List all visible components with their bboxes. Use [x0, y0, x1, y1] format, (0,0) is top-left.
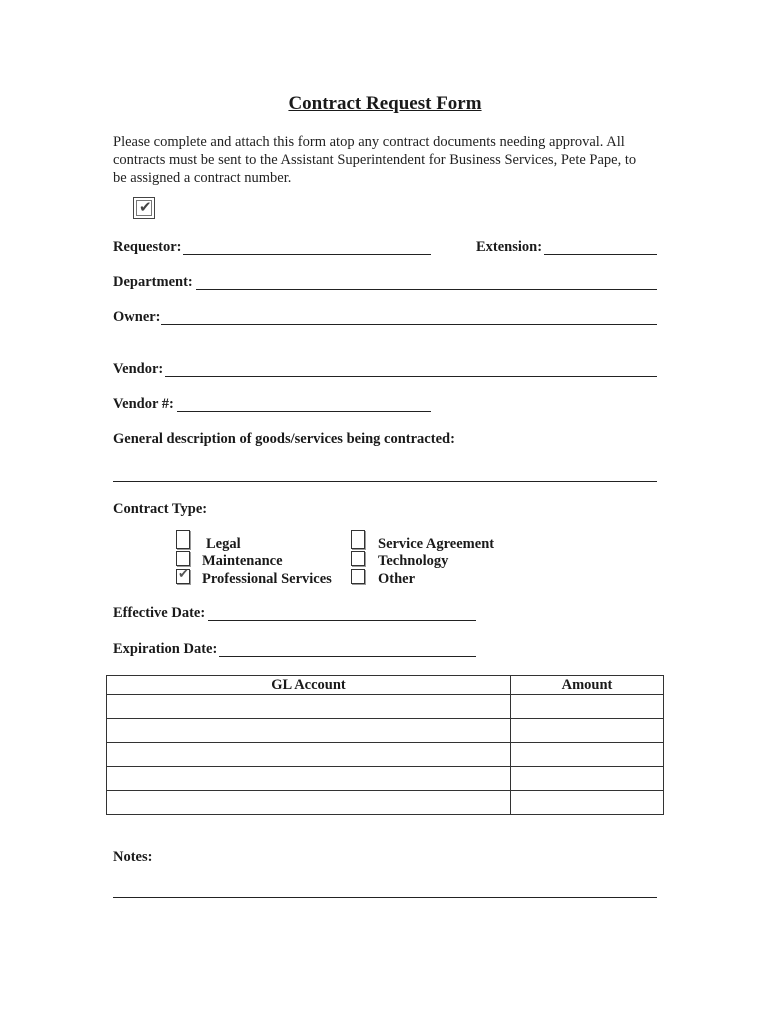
other-option-label: Other	[378, 571, 416, 587]
maintenance-checkbox[interactable]	[176, 551, 190, 566]
department-label: Department:	[113, 274, 193, 290]
extension-field[interactable]	[544, 254, 657, 255]
table-row	[107, 719, 664, 743]
table-row	[107, 767, 664, 791]
expiration-date-label: Expiration Date:	[113, 641, 218, 657]
vendor-label: Vendor:	[113, 361, 164, 377]
contract-type-label: Contract Type:	[113, 501, 208, 517]
vendor-field[interactable]	[165, 376, 657, 377]
professional-services-option-label: Professional Services	[202, 571, 332, 587]
table-row	[107, 695, 664, 719]
service-agreement-checkbox[interactable]	[351, 530, 365, 549]
table-header-row	[107, 676, 664, 695]
effective-date-field[interactable]	[208, 620, 476, 621]
amount-cell[interactable]	[511, 767, 664, 791]
vendor-number-field[interactable]	[177, 411, 431, 412]
notes-field[interactable]	[113, 897, 657, 898]
amount-cell[interactable]	[511, 695, 664, 719]
legal-checkbox[interactable]	[176, 530, 190, 549]
owner-label: Owner:	[113, 309, 161, 325]
department-field[interactable]	[196, 289, 657, 290]
owner-field[interactable]	[161, 324, 657, 325]
gl-account-cell[interactable]	[107, 791, 511, 815]
notes-label: Notes:	[113, 849, 153, 865]
table-row	[107, 743, 664, 767]
amount-cell[interactable]	[511, 791, 664, 815]
description-label: General description of goods/services being contracted:	[113, 431, 455, 447]
page-title: Contract Request Form	[288, 93, 482, 114]
requestor-field[interactable]	[183, 254, 431, 255]
checkmark-icon: ✔	[139, 198, 152, 216]
amount-cell[interactable]	[511, 719, 664, 743]
checkmark-icon: ✔	[178, 567, 189, 582]
effective-date-label: Effective Date:	[113, 605, 206, 621]
gl-account-cell[interactable]	[107, 767, 511, 791]
maintenance-option-label: Maintenance	[202, 553, 283, 569]
amount-header: Amount	[511, 676, 664, 695]
top-checkbox[interactable]	[133, 197, 155, 219]
table-row	[107, 791, 664, 815]
gl-account-cell[interactable]	[107, 743, 511, 767]
intro-paragraph: Please complete and attach this form atop any contract documents needing approval. All contracts must be sent to the Assistant Superintendent for Business Services, Pete Pape, to be assigned a contract number.	[113, 134, 637, 186]
gl-account-cell[interactable]	[107, 719, 511, 743]
description-field[interactable]	[113, 481, 657, 482]
extension-label: Extension:	[476, 239, 543, 255]
gl-account-header: GL Account	[107, 676, 511, 695]
vendor-number-label: Vendor #:	[113, 396, 174, 412]
professional-services-checkbox[interactable]	[176, 569, 190, 584]
technology-checkbox[interactable]	[351, 551, 365, 566]
gl-account-table	[106, 675, 664, 815]
other-checkbox[interactable]	[351, 569, 365, 584]
legal-option-label: Legal	[206, 536, 241, 552]
technology-option-label: Technology	[378, 553, 449, 569]
service-agreement-option-label: Service Agreement	[378, 536, 495, 552]
expiration-date-field[interactable]	[219, 656, 476, 657]
amount-cell[interactable]	[511, 743, 664, 767]
gl-account-cell[interactable]	[107, 695, 511, 719]
requestor-label: Requestor:	[113, 239, 182, 255]
